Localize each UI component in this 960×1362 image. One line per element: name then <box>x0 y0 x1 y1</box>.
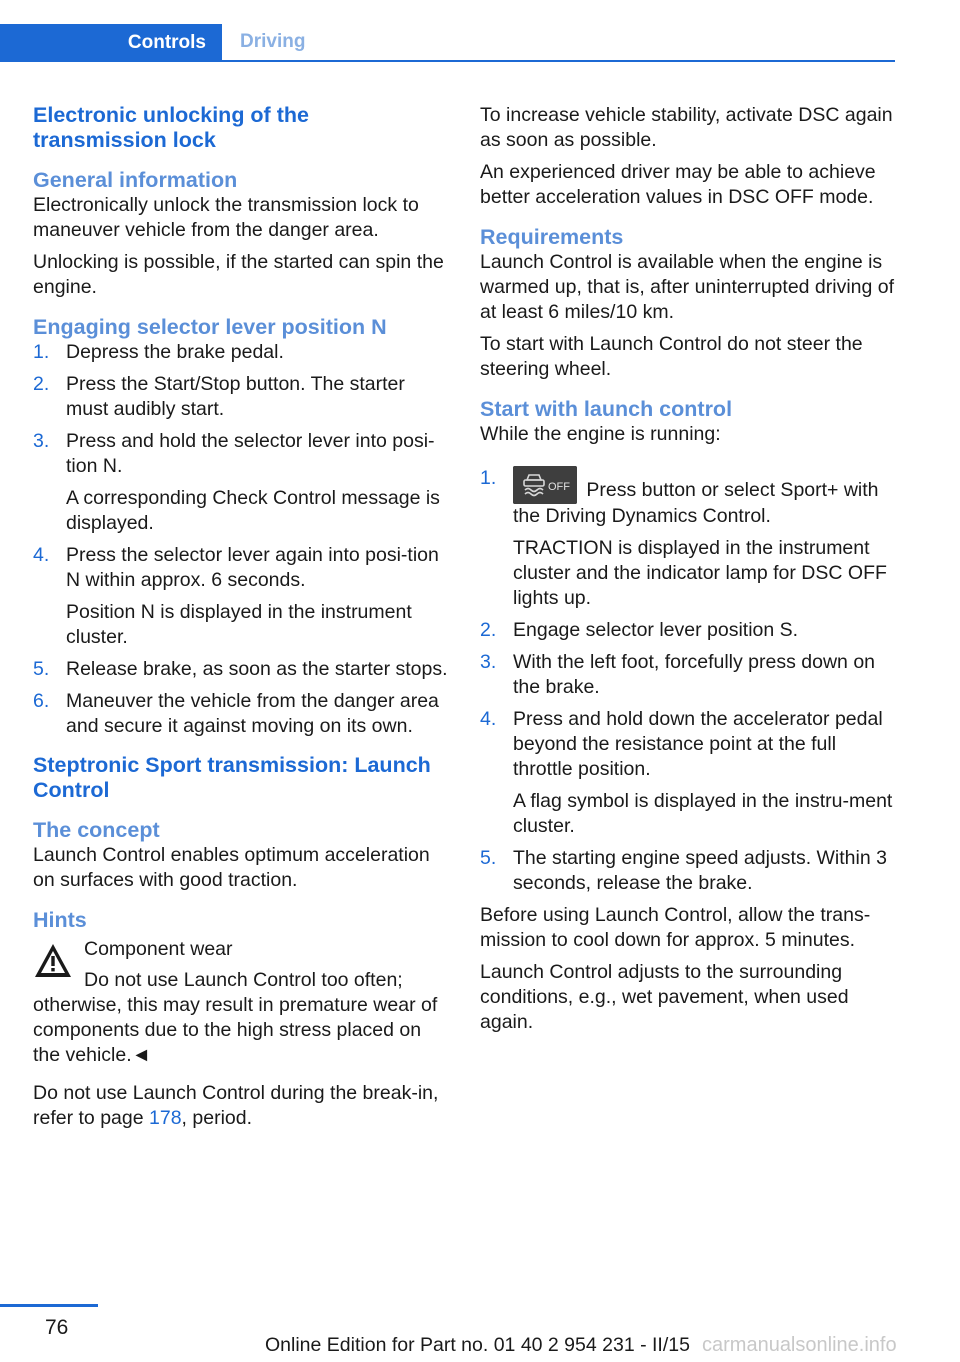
heading-start-launch-control: Start with launch control <box>480 397 733 421</box>
list-item <box>33 429 448 536</box>
list-item <box>480 618 900 643</box>
paragraph: Launch Control enables optimum acceleration on surfaces with good traction. <box>33 844 430 891</box>
header-rule <box>0 60 895 62</box>
step-text: Press and hold the selector lever into posi‐tion N. <box>66 430 435 477</box>
step-text: The starting engine speed adjusts. Within 3 seconds, release the brake. <box>513 847 887 894</box>
step-number: 5. <box>480 847 497 869</box>
heading-the-concept: The concept <box>33 818 160 842</box>
list-item <box>480 466 900 611</box>
paragraph-break-in <box>33 1081 448 1131</box>
step-text: Engage selector lever position S. <box>513 619 799 641</box>
paragraph: To increase vehicle stability, activate DSC again as soon as possible. <box>480 104 893 151</box>
list-item <box>33 689 448 739</box>
list-item <box>33 372 448 422</box>
heading-engaging-position-n: Engaging selector lever position N <box>33 315 387 339</box>
step-number: 3. <box>480 651 497 673</box>
steps-list-right <box>480 466 900 896</box>
page-reference-link[interactable]: 178 <box>149 1107 182 1129</box>
warning-line: Do not use Launch Control too often; <box>84 969 403 991</box>
warning-text: otherwise, this may result in premature wear of components due to the high stress placed on the vehicle.◄ <box>33 994 438 1066</box>
list-item <box>33 543 448 650</box>
right-column <box>480 103 900 1042</box>
step-number: 2. <box>480 619 497 641</box>
warning-title: Component wear <box>84 938 233 960</box>
step-text: Press and hold down the accelerator pedal beyond the resistance point at the full throttle position. <box>513 708 883 780</box>
car-skid-icon <box>513 466 577 504</box>
left-column <box>33 103 448 1138</box>
break-in-text: Do not use Launch Control during the break-in, refer to page <box>33 1082 439 1129</box>
step-subtext: Position N is displayed in the instrument cluster. <box>66 601 412 648</box>
edition-note: Online Edition for Part no. 01 40 2 954 231 - II/15 <box>265 1334 690 1356</box>
step-number: 1. <box>33 341 50 363</box>
watermark: carmanualsonline.info <box>702 1334 897 1356</box>
step-text: With the left foot, forcefully press down on the brake. <box>513 651 876 698</box>
list-item <box>480 846 900 896</box>
step-text: Release brake, as soon as the starter stops. <box>66 658 448 680</box>
step-number: 6. <box>33 690 50 712</box>
title-transmission-unlock: Electronic unlocking of the transmission lock <box>33 103 309 152</box>
step-number: 5. <box>33 658 50 680</box>
step-number: 4. <box>33 544 50 566</box>
paragraph: Launch Control adjusts to the surrounding conditions, e.g., wet pavement, when used again. <box>480 961 849 1033</box>
paragraph: While the engine is running: <box>480 423 721 445</box>
step-subtext: TRACTION is displayed in the instrument cluster and the indicator lamp for DSC OFF lights up. <box>513 537 887 609</box>
paragraph: Before using Launch Control, allow the trans‐mission to cool down for approx. 5 minutes. <box>480 904 871 951</box>
warning-block <box>33 937 448 1068</box>
paragraph: To start with Launch Control do not steer the steering wheel. <box>480 333 863 380</box>
step-text: Press button or select Sport+ with the Driving Dynamics Control. <box>513 479 879 527</box>
dsc-off-button-icon <box>513 466 577 504</box>
break-in-text-end: , period. <box>181 1107 253 1129</box>
footer-rule <box>0 1304 98 1307</box>
heading-hints: Hints <box>33 908 87 932</box>
steps-list-left <box>33 340 448 739</box>
step-text: Press the selector lever again into posi‐tion N within approx. 6 seconds. <box>66 544 439 591</box>
step-subtext: A corresponding Check Control message is displayed. <box>66 487 440 534</box>
list-item <box>480 650 900 700</box>
heading-requirements: Requirements <box>480 225 624 249</box>
paragraph: Launch Control is available when the engine is warmed up, that is, after uninterrupted driving of at least 6 miles/10 km. <box>480 251 895 323</box>
list-item <box>480 707 900 839</box>
list-item <box>33 340 448 365</box>
warning-icon <box>33 941 73 981</box>
step-subtext: A flag symbol is displayed in the instru‐ment cluster. <box>513 790 893 837</box>
step-text: Maneuver the vehicle from the danger area and secure it against moving on its own. <box>66 690 439 737</box>
step-number: 3. <box>33 430 50 452</box>
tab-driving[interactable]: Driving <box>240 31 306 52</box>
step-number: 4. <box>480 708 497 730</box>
tab-controls[interactable]: Controls <box>0 24 222 62</box>
section-tabbar <box>0 24 895 62</box>
list-item <box>33 657 448 682</box>
step-number: 1. <box>480 467 497 489</box>
step-text: Depress the brake pedal. <box>66 341 284 363</box>
title-launch-control: Steptronic Sport transmission: Launch Control <box>33 753 431 802</box>
button-label: OFF <box>548 481 570 493</box>
step-number: 2. <box>33 373 50 395</box>
heading-general-information: General information <box>33 168 238 192</box>
paragraph: Electronically unlock the transmission lock to maneuver vehicle from the danger area. <box>33 194 419 241</box>
paragraph: Unlocking is possible, if the started can spin the engine. <box>33 251 444 298</box>
paragraph: An experienced driver may be able to achieve better acceleration values in DSC OFF mode. <box>480 161 876 208</box>
step-text: Press the Start/Stop button. The starter must audibly start. <box>66 373 405 420</box>
page-number: 76 <box>45 1316 69 1339</box>
